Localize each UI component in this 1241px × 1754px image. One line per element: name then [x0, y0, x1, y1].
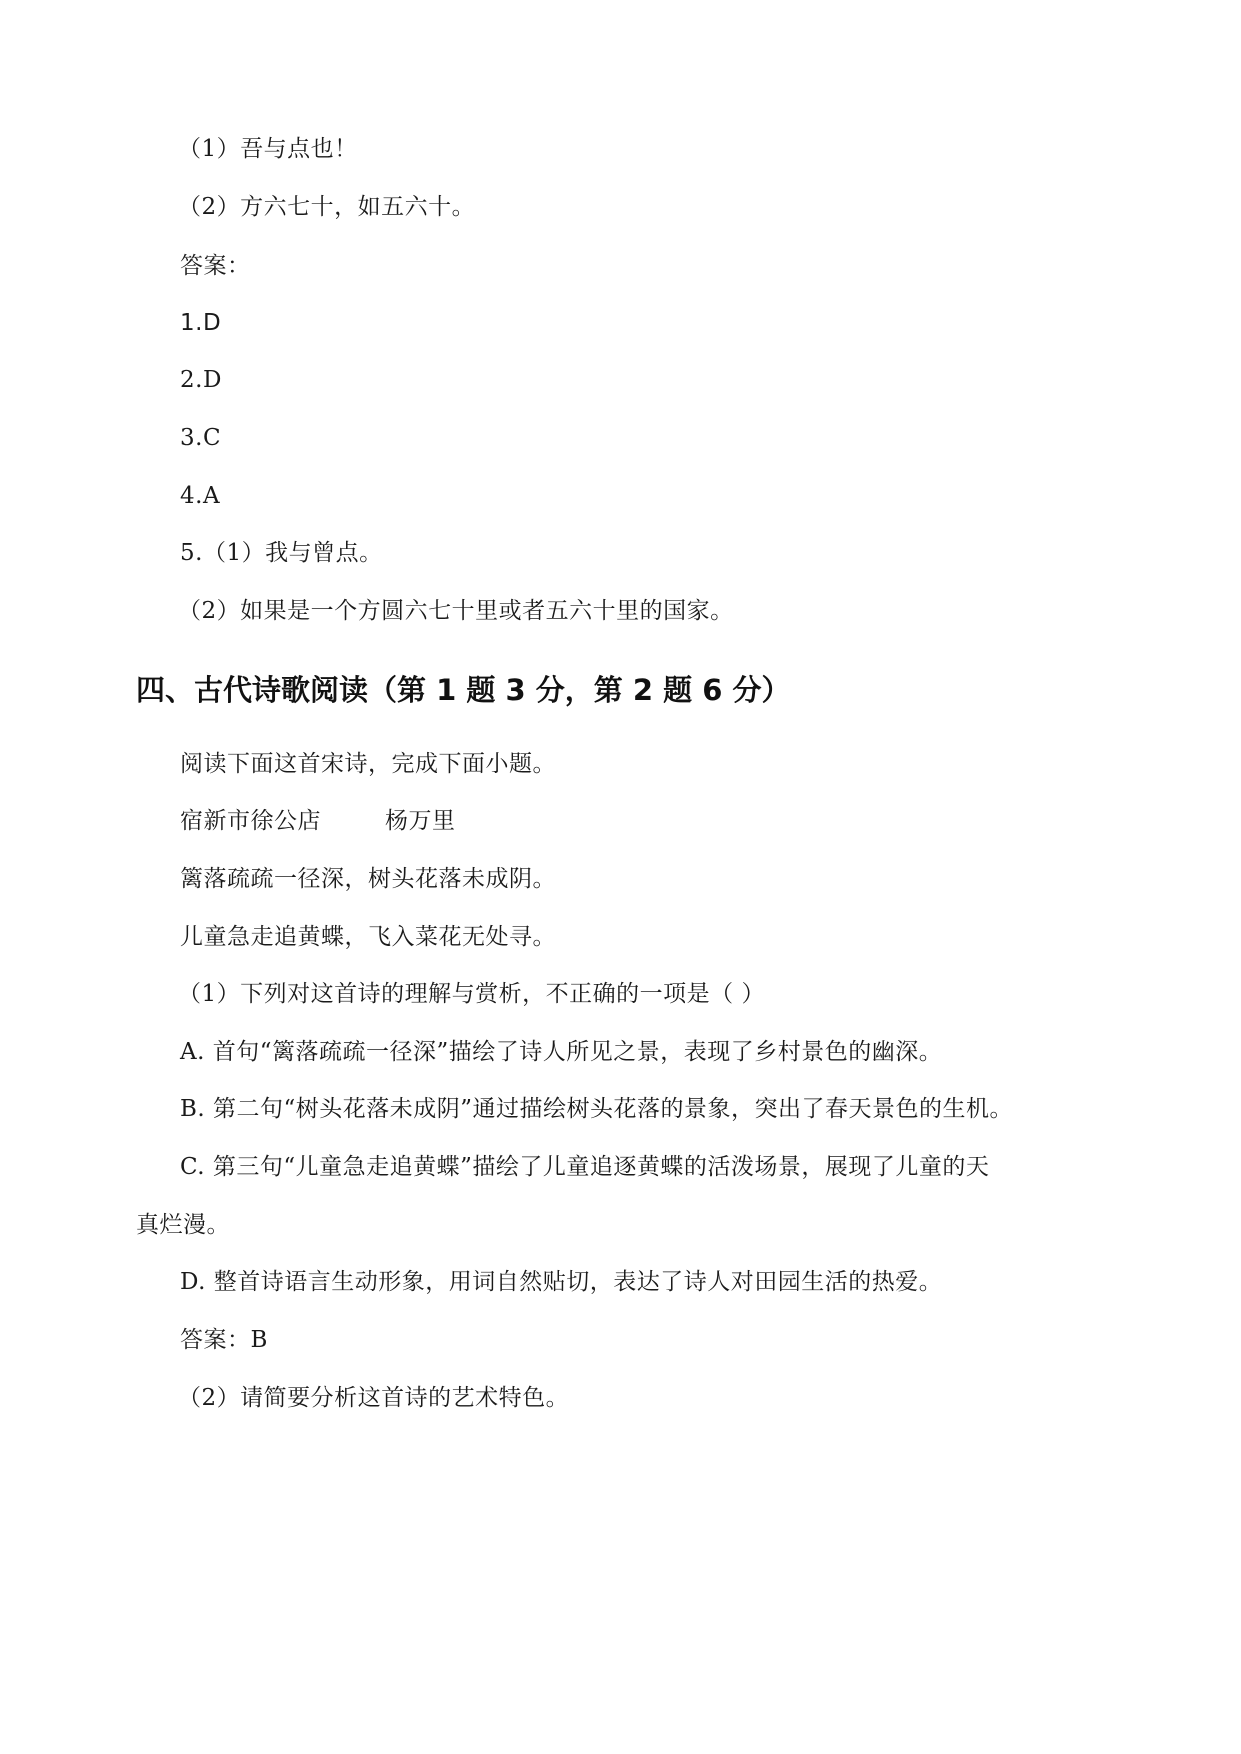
answer-item-2: 2.D [180, 367, 222, 393]
poem-line-2: 儿童急走追黄蝶，飞入菜花无处寻。 [180, 924, 556, 950]
answer-item-1: 1.D [180, 310, 222, 336]
poem-line-1: 篱落疏疏一径深，树头花落未成阴。 [180, 866, 556, 892]
poem-title: 宿新市徐公店 [180, 808, 321, 834]
option-d: D. 整首诗语言生动形象，用词自然贴切，表达了诗人对田园生活的热爱。 [180, 1269, 943, 1295]
answer-item-3: 3.C [180, 425, 222, 451]
instruction-text: 阅读下面这首宋诗，完成下面小题。 [180, 751, 556, 777]
option-c-continued: 真烂漫。 [136, 1212, 230, 1238]
option-a: A. 首句“篱落疏疏一径深”描绘了诗人所见之景，表现了乡村景色的幽深。 [180, 1039, 943, 1065]
question-1-answer: 答案：B [180, 1327, 268, 1353]
section-heading: 四、古代诗歌阅读（第 1 题 3 分，第 2 题 6 分） [136, 673, 791, 707]
question-2-stem: （2）请简要分析这首诗的艺术特色。 [178, 1385, 570, 1411]
answer-item-5-2: （2）如果是一个方圆六七十里或者五六十里的国家。 [178, 598, 734, 624]
answer-item-4: 4.A [180, 483, 221, 509]
poem-author: 杨万里 [385, 808, 456, 834]
answer-label: 答案： [180, 253, 251, 279]
option-b: B. 第二句“树头花落未成阴”通过描绘树头花落的景象，突出了春天景色的生机。 [180, 1096, 1014, 1122]
option-c: C. 第三句“儿童急走追黄蝶”描绘了儿童追逐黄蝶的活泼场景，展现了儿童的天 [180, 1154, 990, 1180]
question-1-stem: （1）下列对这首诗的理解与赏析，不正确的一项是（ ） [178, 981, 765, 1007]
answer-line-2: （2）方六七十，如五六十。 [178, 194, 476, 220]
answer-item-5: 5.（1）我与曾点。 [180, 540, 383, 566]
answer-line-1: （1）吾与点也！ [178, 136, 358, 162]
poem-title-line [180, 806, 456, 836]
